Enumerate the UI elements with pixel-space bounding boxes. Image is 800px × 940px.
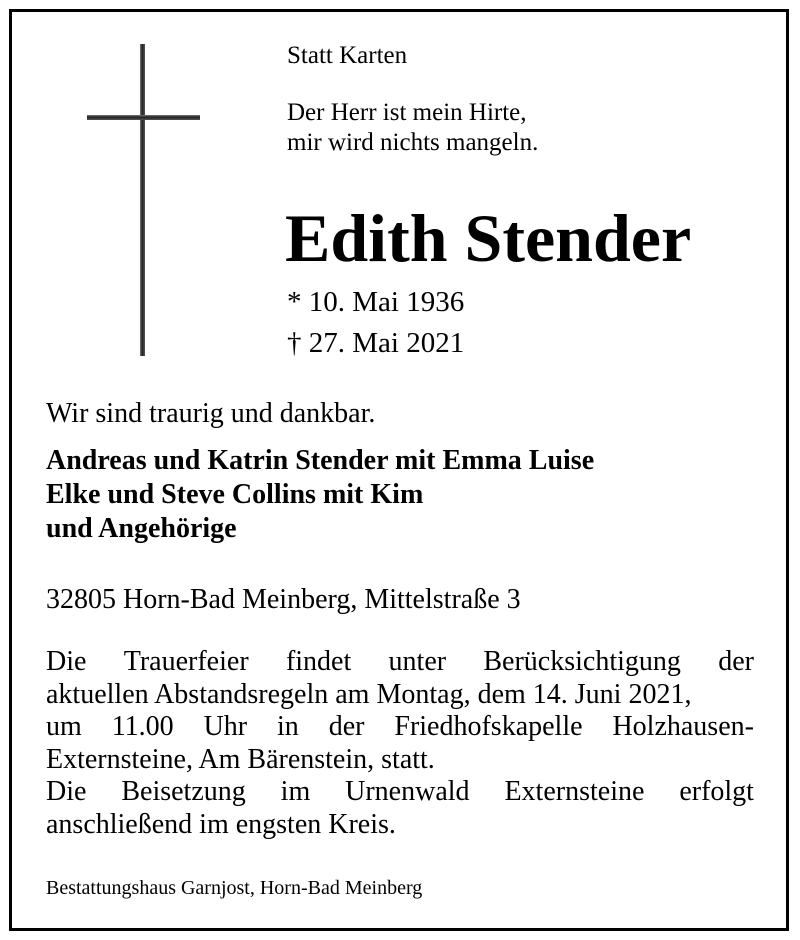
ceremony-line — [46, 711, 754, 744]
family-list — [46, 444, 594, 546]
ceremony-word: im — [280, 776, 311, 807]
verse-line: Der Herr ist mein Hirte, — [287, 99, 527, 126]
ceremony-line: anschließend im engsten Kreis. — [46, 808, 396, 840]
ceremony-word: der — [718, 646, 754, 677]
ceremony-line — [46, 776, 754, 809]
cross-icon-crossbar — [87, 115, 200, 120]
ceremony-word: Urnenwald — [345, 776, 470, 807]
ceremony-word: erfolgt — [679, 776, 754, 807]
ceremony-word: Uhr — [203, 711, 248, 742]
ceremony-word: unter — [388, 646, 447, 677]
undertaker: Bestattungshaus Garnjost, Horn-Bad Meinberg — [46, 877, 423, 899]
ceremony-word: der — [328, 711, 365, 742]
bible-verse — [287, 98, 538, 158]
death-date: † 27. Mai 2021 — [287, 327, 465, 359]
ceremony-word: 11.00 — [111, 711, 174, 742]
family-line: Andreas und Katrin Stender mit Emma Luise — [46, 445, 595, 476]
address: 32805 Horn-Bad Meinberg, Mittelstraße 3 — [46, 584, 521, 615]
family-line: und Angehörige — [46, 513, 237, 544]
ceremony-word: um — [46, 711, 82, 742]
birth-date: * 10. Mai 1936 — [287, 286, 465, 318]
ceremony-word: in — [277, 711, 299, 742]
ceremony-word: Externsteine — [504, 776, 645, 807]
deceased-name: Edith Stender — [285, 200, 692, 276]
ceremony-word: Friedhofskapelle — [394, 711, 583, 742]
ceremony-word: Die — [46, 646, 87, 677]
ceremony-text — [46, 646, 754, 841]
verse-line: mir wird nichts mangeln. — [287, 129, 539, 156]
cross-icon — [140, 44, 145, 356]
ceremony-word: Holzhausen- — [612, 711, 754, 742]
family-line: Elke und Steve Collins mit Kim — [46, 479, 424, 510]
notice-header: Statt Karten — [287, 42, 408, 69]
ceremony-word: Beisetzung — [121, 776, 246, 807]
ceremony-word: findet — [285, 646, 352, 677]
ceremony-word: Berücksichtigung — [483, 646, 681, 677]
ceremony-line — [46, 646, 754, 679]
mourning-text: Wir sind traurig und dankbar. — [46, 398, 376, 429]
ceremony-word: Trauerfeier — [123, 646, 249, 677]
ceremony-line: Externsteine, Am Bärenstein, statt. — [46, 743, 435, 775]
ceremony-line: aktuellen Abstandsregeln am Montag, dem 14. Juni 2021, — [46, 678, 692, 710]
ceremony-word: Die — [46, 776, 87, 807]
